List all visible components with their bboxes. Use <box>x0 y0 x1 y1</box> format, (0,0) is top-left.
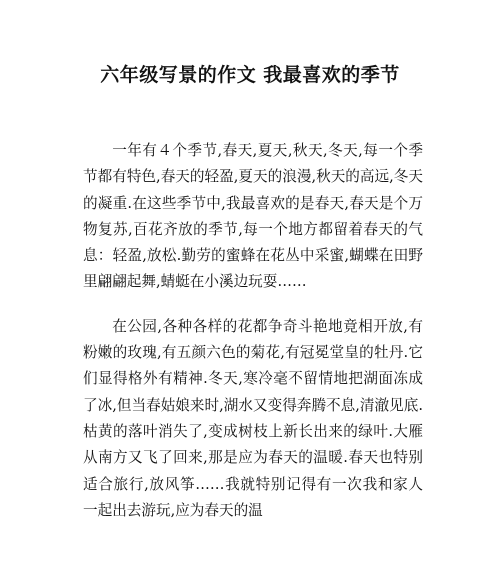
paragraph-2: 在公园,各种各样的花都争奇斗艳地竟相开放,有粉嫩的玫瑰,有五颜六色的菊花,有冠冕堂皇的牡丹.它们显得格外有精神.冬天,寒冷毫不留情地把湖面冻成了冰,但当春姑娘来时,湖水又变得奔腾不息,清澈见底.枯黄的落叶消失了,变成树枝上新长出来的绿叶.大雁从南方又飞了回来,那是应为春天的温暖.春天也特别适合旅行,放风筝……我就特别记得有一次我和家人一起出去游玩,应为春天的温 <box>83 317 423 519</box>
document-title: 六年级写景的作文 我最喜欢的季节 <box>100 64 400 86</box>
paragraph-1: 一年有４个季节,春天,夏天,秋天,冬天,每一个季节都有特色,春天的轻盈,夏天的浪漫,秋天的高远,冬天的凝重.在这些季节中,我最喜欢的是春天,春天是个万物复苏,百花齐放的季节,每一个地方都留着春天的气息：轻盈,放松.勤劳的蜜蜂在花丛中采蜜,蝴蝶在田野里翩翩起舞,蜻蜓在小溪边玩耍…… <box>83 142 423 291</box>
document-body <box>83 138 423 524</box>
